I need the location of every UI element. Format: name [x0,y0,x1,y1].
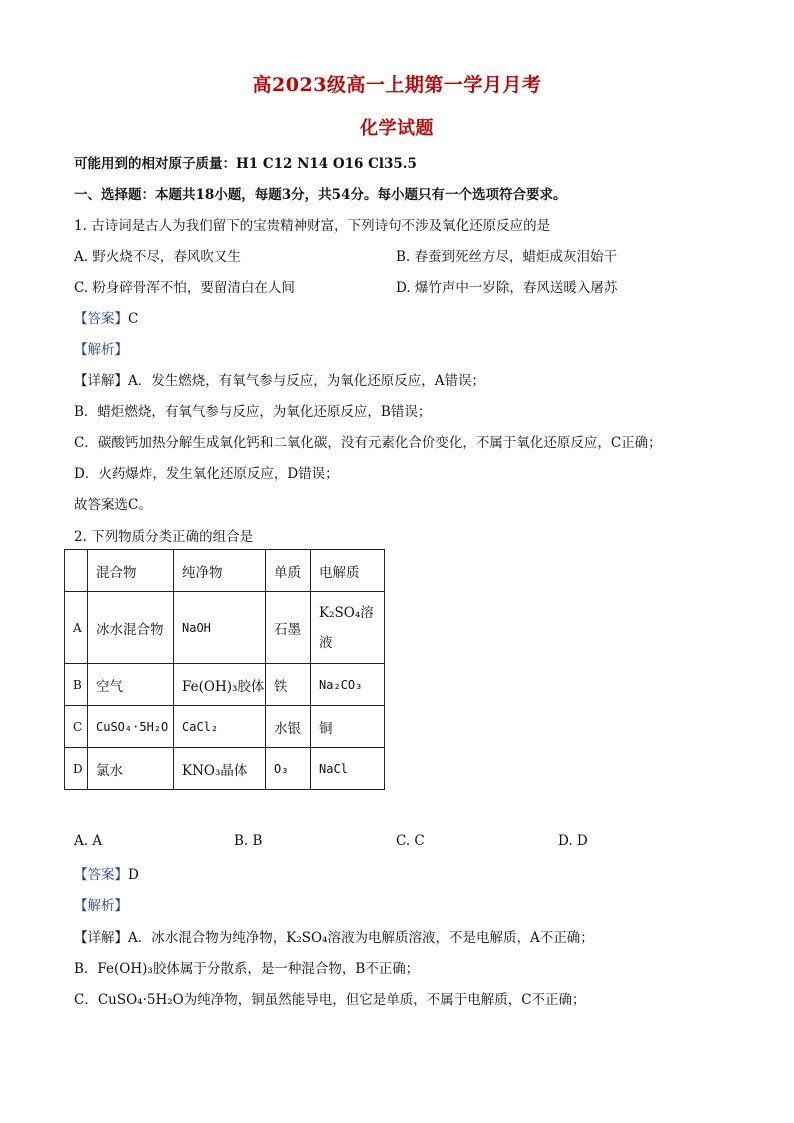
table-header-row [65,550,385,592]
q1-detail-d: D．火药爆炸，发生氧化还原反应，D错误； [74,466,339,482]
table-cell: 水银 [266,706,311,748]
detail-tag: 【详解】 [74,373,128,389]
table-cell: 空气 [88,664,174,706]
question-1-stem: 1. 古诗词是古人为我们留下的宝贵精神财富，下列诗句不涉及氧化还原反应的是 [74,218,551,234]
q2-detail-a: 【详解】A．冰水混合物为纯净物，K₂SO₄溶液为电解质溶液，不是电解质，A不正确； [74,930,594,946]
q2-option-a: A. A [74,833,103,849]
table-cell: B [65,664,88,706]
table-cell: A [65,592,88,664]
answer-tag: 【答案】 [74,867,128,883]
table-cell: 冰水混合物 [88,592,174,664]
q2-option-d: D. D [558,833,588,849]
section-heading: 一、选择题：本题共18小题，每题3分，共54分。每小题只有一个选项符合要求。 [74,187,567,203]
q1-detail-c: C．碳酸钙加热分解生成氧化钙和二氧化碳，没有元素化合价变化，不属于氧化还原反应，C正确； [74,435,662,451]
table-cell: K₂SO₄溶液 [311,592,385,664]
answer-value: C [128,311,139,327]
q2-detail-c: C．CuSO₄·5H₂O为纯净物，铜虽然能导电，但它是单质，不属于电解质，C不正确； [74,992,586,1008]
answer-value: D [128,867,139,883]
table-cell: Fe(OH)₃胶体 [174,664,266,706]
table-cell: 铁 [266,664,311,706]
q1-conclusion: 故答案选C。 [74,497,152,513]
table-header-cell: 单质 [266,550,311,592]
q1-option-c: C. 粉身碎骨浑不怕，要留清白在人间 [74,280,295,296]
table-header-cell: 纯净物 [174,550,266,592]
table-row [65,706,385,748]
table-row [65,664,385,706]
table-cell: CuSO₄·5H₂O [88,706,174,748]
table-cell: O₃ [266,748,311,790]
q1-analysis-tag: 【解析】 [74,342,128,358]
q1-detail-b: B．蜡炬燃烧，有氧气参与反应，为氧化还原反应，B错误； [74,404,432,420]
table-cell: Na₂CO₃ [311,664,385,706]
q1-option-d: D. 爆竹声中一岁除，春风送暖入屠苏 [396,280,618,296]
detail-tag: 【详解】 [74,930,128,946]
table-row [65,592,385,664]
q1-answer [74,307,138,327]
table-header-cell [65,550,88,592]
q2-analysis-tag: 【解析】 [74,898,128,914]
exam-title: 高2023级高一上期第一学月月考 [252,74,542,96]
q2-detail-b: B．Fe(OH)₃胶体属于分散系，是一种混合物，B不正确； [74,961,420,977]
answer-tag: 【答案】 [74,311,128,327]
q2-option-c: C. C [396,833,425,849]
table-cell: 氯水 [88,748,174,790]
table-header-cell: 混合物 [88,550,174,592]
classification-table [64,549,385,790]
q2-answer [74,863,139,883]
table-cell: C [65,706,88,748]
exam-subtitle: 化学试题 [360,118,434,139]
table-cell: NaOH [174,592,266,664]
table-header-cell: 电解质 [311,550,385,592]
q2-option-b: B. B [234,833,263,849]
q1-option-b: B. 春蚕到死丝方尽，蜡炬成灰泪始干 [396,249,618,265]
question-2-stem: 2. 下列物质分类正确的组合是 [74,529,254,545]
q1-detail-a: 【详解】A．发生燃烧，有氧气参与反应，为氧化还原反应，A错误； [74,373,485,389]
table-cell: D [65,748,88,790]
table-cell: CaCl₂ [174,706,266,748]
table-row [65,748,385,790]
table-cell: 石墨 [266,592,311,664]
table-cell: KNO₃晶体 [174,748,266,790]
q1-option-a: A. 野火烧不尽，春风吹又生 [74,249,241,265]
table-cell: NaCl [311,748,385,790]
atomic-mass-note: 可能用到的相对原子质量：H1 C12 N14 O16 Cl35.5 [74,156,417,172]
table-cell: 铜 [311,706,385,748]
